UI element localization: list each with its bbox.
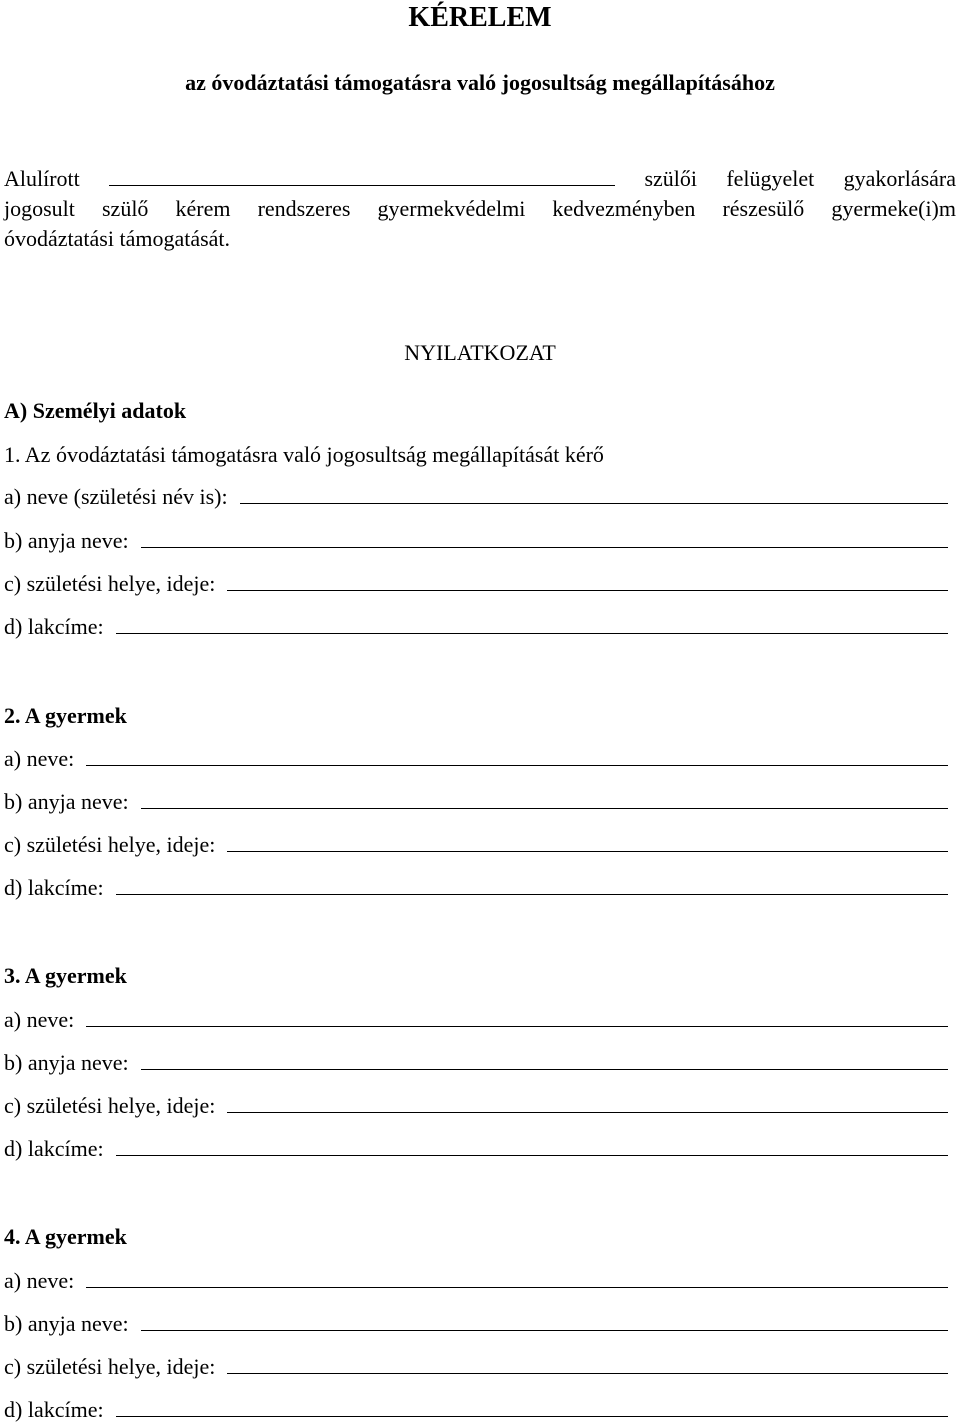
applicant-mother-row bbox=[4, 526, 948, 556]
field-label: a) neve: bbox=[4, 1268, 75, 1293]
document-subtitle: az óvodáztatási támogatásra való jogosultság megállapításához bbox=[185, 70, 775, 95]
child-4-heading: 4. A gyermek bbox=[4, 1224, 127, 1249]
child-2-name-field[interactable] bbox=[86, 745, 948, 766]
child-2-mother-row bbox=[4, 787, 948, 817]
child-4-address-row bbox=[4, 1395, 948, 1425]
document-title: KÉRELEM bbox=[408, 2, 552, 33]
child-2-address-row bbox=[4, 873, 948, 903]
child-4-address-field[interactable] bbox=[116, 1396, 948, 1417]
applicant-name-field[interactable] bbox=[240, 483, 948, 504]
intro-line-2: jogosult szülő kérem rendszeres gyermekvédelmi kedvezményben részesülő gyermeke(i)m bbox=[4, 196, 956, 221]
field-label: b) anyja neve: bbox=[4, 1050, 129, 1075]
child-3-birth-field[interactable] bbox=[227, 1092, 948, 1113]
intro-line-1-end: szülői felügyelet gyakorlására bbox=[644, 166, 956, 191]
field-label: d) lakcíme: bbox=[4, 1397, 104, 1422]
child-4-birth-field[interactable] bbox=[227, 1353, 948, 1374]
field-label: b) anyja neve: bbox=[4, 528, 129, 553]
child-4-name-field[interactable] bbox=[86, 1267, 948, 1288]
child-2-birth-row bbox=[4, 830, 948, 860]
applicant-mother-field[interactable] bbox=[141, 527, 948, 548]
child-2-address-field[interactable] bbox=[116, 874, 948, 895]
field-label: c) születési helye, ideje: bbox=[4, 571, 216, 596]
applicant-address-field[interactable] bbox=[116, 613, 948, 634]
field-label: b) anyja neve: bbox=[4, 789, 129, 814]
field-label: a) neve: bbox=[4, 1007, 75, 1032]
intro-line-1 bbox=[4, 164, 956, 194]
child-4-mother-field[interactable] bbox=[141, 1310, 948, 1331]
child-2-mother-field[interactable] bbox=[141, 788, 948, 809]
child-3-address-row bbox=[4, 1134, 948, 1164]
field-label: a) neve: bbox=[4, 746, 75, 771]
applicant-birth-row bbox=[4, 569, 948, 599]
child-3-birth-row bbox=[4, 1091, 948, 1121]
field-label: c) születési helye, ideje: bbox=[4, 1093, 216, 1118]
applicant-birth-field[interactable] bbox=[227, 570, 948, 591]
child-3-heading: 3. A gyermek bbox=[4, 963, 127, 988]
field-label: c) születési helye, ideje: bbox=[4, 832, 216, 857]
child-3-mother-field[interactable] bbox=[141, 1049, 948, 1070]
intro-line-3: óvodáztatási támogatását. bbox=[4, 226, 231, 251]
child-2-heading: 2. A gyermek bbox=[4, 703, 127, 728]
child-3-mother-row bbox=[4, 1048, 948, 1078]
declaration-heading: NYILATKOZAT bbox=[404, 340, 556, 365]
field-label: d) lakcíme: bbox=[4, 614, 104, 639]
applicant-address-row bbox=[4, 612, 948, 642]
intro-alulirott: Alulírott bbox=[4, 166, 80, 191]
child-3-name-row bbox=[4, 1005, 948, 1035]
child-4-birth-row bbox=[4, 1352, 948, 1382]
child-4-mother-row bbox=[4, 1309, 948, 1339]
field-label: c) születési helye, ideje: bbox=[4, 1354, 216, 1379]
field-label: a) neve (születési név is): bbox=[4, 484, 228, 509]
child-2-name-row bbox=[4, 744, 948, 774]
child-2-birth-field[interactable] bbox=[227, 831, 948, 852]
field-label: b) anyja neve: bbox=[4, 1311, 129, 1336]
applicant-heading: 1. Az óvodáztatási támogatásra való jogosultság megállapítását kérő bbox=[4, 442, 604, 467]
signer-name-field[interactable] bbox=[109, 165, 615, 186]
child-4-name-row bbox=[4, 1266, 948, 1296]
child-3-name-field[interactable] bbox=[86, 1006, 948, 1027]
field-label: d) lakcíme: bbox=[4, 1136, 104, 1161]
child-3-address-field[interactable] bbox=[116, 1135, 948, 1156]
applicant-name-row bbox=[4, 482, 948, 512]
section-a-heading: A) Személyi adatok bbox=[4, 398, 187, 423]
field-label: d) lakcíme: bbox=[4, 875, 104, 900]
